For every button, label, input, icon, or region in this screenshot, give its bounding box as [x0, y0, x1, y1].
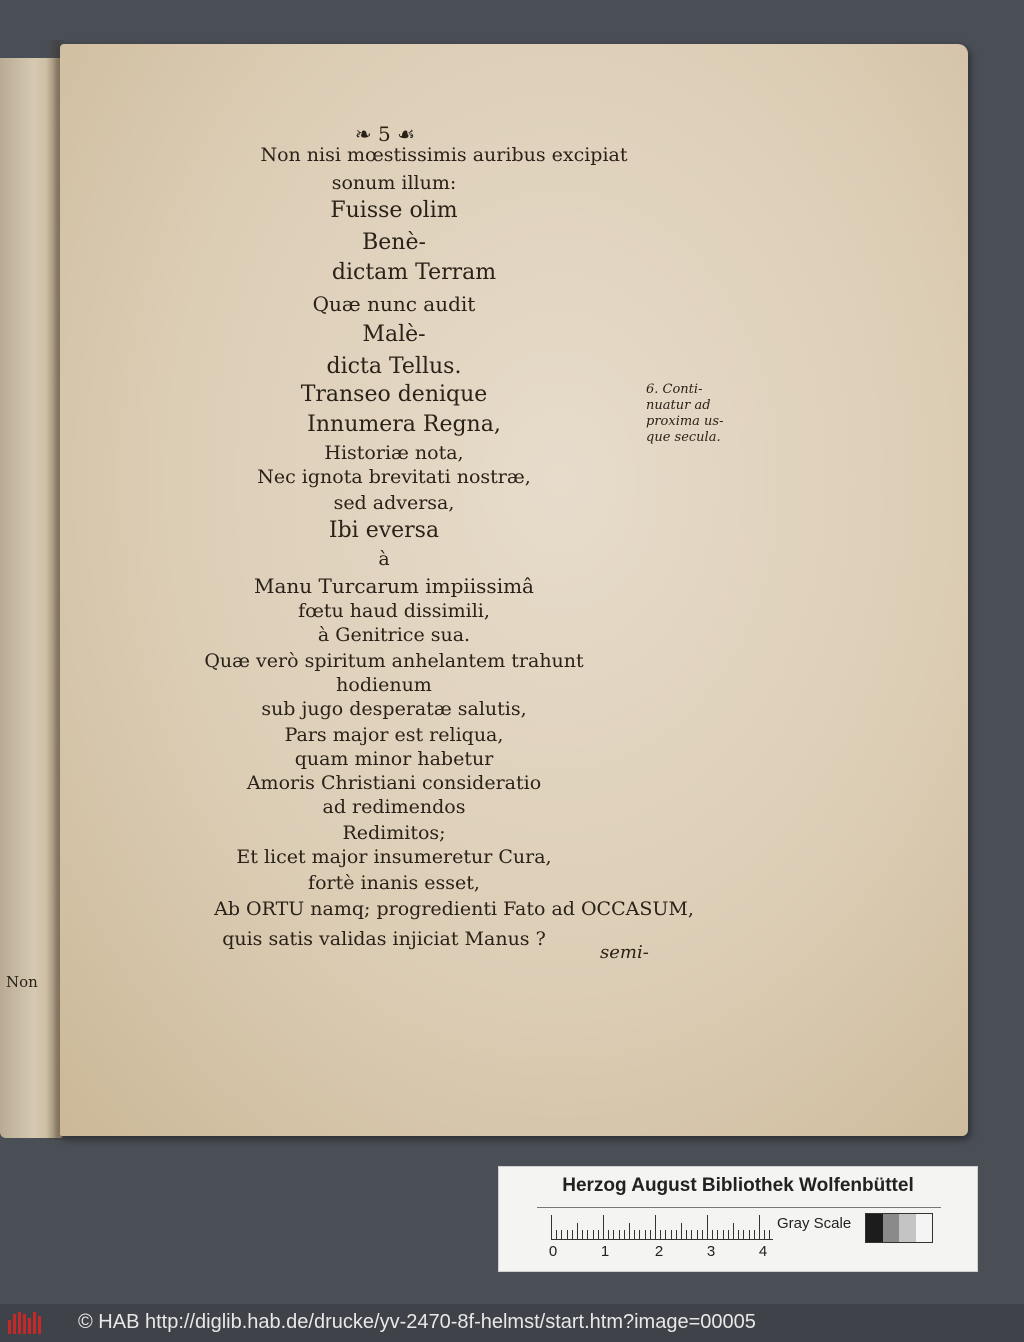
- text-line: Pars major est reliqua,: [284, 724, 504, 746]
- ruler-tick: [551, 1215, 552, 1239]
- ruler-tick: [619, 1230, 620, 1239]
- text-line: Historiæ nota,: [324, 442, 464, 464]
- ruler-tick: [587, 1230, 588, 1239]
- ruler-tick: [671, 1230, 672, 1239]
- ruler-tick: [608, 1230, 609, 1239]
- ruler-tick: [676, 1230, 677, 1239]
- text-line: Innumera Regna,: [307, 412, 501, 437]
- text-line: Quæ nunc audit: [312, 292, 476, 316]
- text-line: Quæ verò spiritum anhelantem trahunt: [204, 650, 584, 672]
- ruler-tick: [613, 1230, 614, 1239]
- ruler-tick: [593, 1230, 594, 1239]
- text-line: Malè-: [362, 322, 426, 347]
- ruler-tick: [697, 1230, 698, 1239]
- ruler-tick: [572, 1230, 573, 1239]
- library-color-card: [498, 1166, 978, 1272]
- text-line: dicta Tellus.: [326, 354, 462, 379]
- ruler-label: 2: [654, 1243, 664, 1260]
- text-line: à: [378, 548, 390, 570]
- ruler-tick: [707, 1215, 708, 1239]
- page-catchword: semi-: [600, 942, 649, 963]
- text-line: dictam Terram: [331, 260, 497, 285]
- ruler-tick: [691, 1230, 692, 1239]
- ruler-tick: [639, 1230, 640, 1239]
- ruler-tick: [577, 1223, 578, 1239]
- ruler-tick: [769, 1230, 770, 1239]
- measurement-ruler: [551, 1213, 773, 1240]
- text-line: sub jugo desperatæ salutis,: [261, 698, 527, 720]
- footer-bar: [0, 1304, 1024, 1342]
- ruler-tick: [717, 1230, 718, 1239]
- ruler-tick: [582, 1230, 583, 1239]
- text-line: à Genitrice sua.: [317, 624, 471, 646]
- ruler-label: 3: [706, 1243, 716, 1260]
- ruler-tick: [556, 1230, 557, 1239]
- gray-scale-label: Gray Scale: [777, 1215, 852, 1232]
- text-line: fortè inanis esset,: [308, 872, 480, 894]
- ruler-tick: [634, 1230, 635, 1239]
- text-line: Non nisi mœstissimis auribus excipiat: [260, 144, 628, 166]
- text-line: Manu Turcarum impiissimâ: [254, 574, 534, 598]
- text-line: Transeo denique: [300, 382, 488, 407]
- text-line: fœtu haud dissimili,: [298, 600, 490, 622]
- ruler-tick: [759, 1215, 760, 1239]
- text-line: quis satis validas injiciat Manus ?: [222, 928, 546, 950]
- ruler-tick: [650, 1230, 651, 1239]
- marginal-note-line: 6. Conti-: [646, 382, 703, 397]
- ruler-tick: [665, 1230, 666, 1239]
- ruler-tick: [733, 1223, 734, 1239]
- page-number-ornament: ❧ 5 ☙: [354, 122, 416, 146]
- gray-swatch: [916, 1214, 933, 1242]
- gray-swatch: [866, 1214, 883, 1242]
- text-line: Ab ORTU namq; progredienti Fato ad OCCASUM,: [214, 898, 694, 920]
- gray-swatch: [883, 1214, 900, 1242]
- ruler-tick: [728, 1230, 729, 1239]
- marginal-note-line: nuatur ad: [646, 398, 711, 413]
- marginal-note-line: que secula.: [646, 430, 721, 445]
- ruler-tick: [702, 1230, 703, 1239]
- text-line: Redimitos;: [342, 822, 446, 844]
- ruler-tick: [629, 1223, 630, 1239]
- ruler-tick: [567, 1230, 568, 1239]
- gray-swatch: [899, 1214, 916, 1242]
- left-page-catchword: Non: [6, 973, 38, 991]
- card-divider: [537, 1207, 941, 1208]
- text-line: Nec ignota brevitati nostræ,: [257, 466, 531, 488]
- text-line: Et licet major insumeretur Cura,: [236, 846, 552, 868]
- ruler-tick: [764, 1230, 765, 1239]
- ruler-tick: [603, 1215, 604, 1239]
- ruler-tick: [686, 1230, 687, 1239]
- ruler-tick: [598, 1230, 599, 1239]
- text-line: Amoris Christiani consideratio: [246, 772, 542, 794]
- ruler-tick: [723, 1230, 724, 1239]
- ruler-label: 4: [758, 1243, 768, 1260]
- hab-logo-icon: [8, 1312, 46, 1334]
- text-line: hodienum: [336, 674, 432, 696]
- copyright-url: © HAB http://diglib.hab.de/drucke/yv-2470-8f-helmst/start.htm?image=00005: [78, 1311, 756, 1333]
- marginal-note-line: proxima us-: [646, 414, 724, 429]
- library-name: Herzog August Bibliothek Wolfenbüttel: [562, 1175, 914, 1196]
- book-page: [60, 44, 968, 1136]
- ruler-tick: [754, 1230, 755, 1239]
- ruler-tick: [743, 1230, 744, 1239]
- ruler-tick: [561, 1230, 562, 1239]
- ruler-tick: [660, 1230, 661, 1239]
- ruler-label: 0: [548, 1243, 558, 1260]
- marginal-note: [646, 382, 756, 446]
- ruler-tick: [655, 1215, 656, 1239]
- text-line: ad redimendos: [322, 796, 466, 818]
- ruler-tick: [712, 1230, 713, 1239]
- ruler-tick: [681, 1223, 682, 1239]
- text-line: quam minor habetur: [294, 748, 494, 770]
- text-line: Fuisse olim: [330, 198, 458, 223]
- text-line: sed adversa,: [333, 492, 455, 514]
- ruler-tick: [749, 1230, 750, 1239]
- text-line: Benè-: [362, 230, 426, 255]
- ruler-tick: [645, 1230, 646, 1239]
- text-line: Ibi eversa: [328, 518, 440, 543]
- text-line: sonum illum:: [331, 172, 457, 194]
- ruler-label: 1: [600, 1243, 610, 1260]
- ruler-tick: [624, 1230, 625, 1239]
- gray-scale-swatches: [865, 1213, 933, 1243]
- ruler-tick: [738, 1230, 739, 1239]
